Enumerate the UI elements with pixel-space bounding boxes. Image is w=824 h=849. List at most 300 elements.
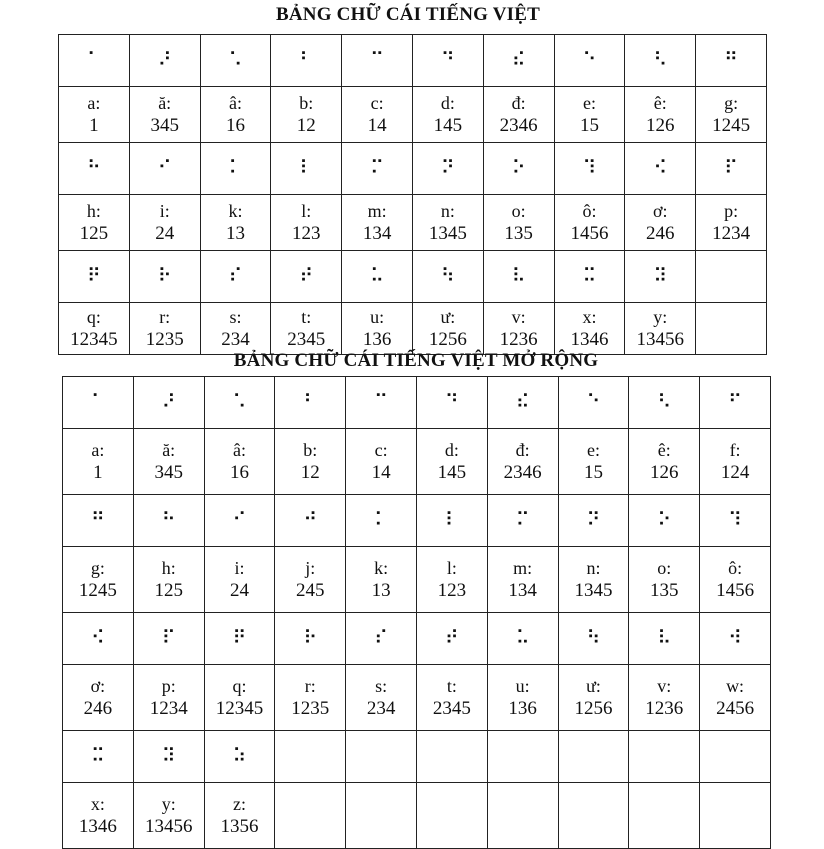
braille-cell <box>275 377 346 429</box>
letter-cell <box>271 195 342 251</box>
dot-code: 14 <box>367 114 387 136</box>
braille-cell <box>200 251 271 303</box>
dot-code: 125 <box>79 222 109 244</box>
braille-symbol-row <box>59 143 767 195</box>
braille-cell <box>63 495 134 547</box>
empty-cell <box>558 731 629 783</box>
letter-label: a: <box>91 439 105 460</box>
dot-code: 1236 <box>499 328 538 350</box>
braille-symbol: ⠗ <box>303 626 318 649</box>
letter-cell <box>133 665 204 731</box>
braille-symbol-row <box>59 251 767 303</box>
letter-label: ô: <box>728 557 743 578</box>
letter-cell <box>63 429 134 495</box>
letter-cell <box>629 665 700 731</box>
letter-label: l: <box>301 200 312 221</box>
dot-code: 12345 <box>215 697 264 719</box>
braille-symbol: ⠧ <box>511 264 526 287</box>
letter-label: q: <box>86 306 101 327</box>
letter-label: o: <box>511 200 526 221</box>
braille-symbol: ⠧ <box>657 626 672 649</box>
braille-cell <box>346 495 417 547</box>
letter-cell <box>63 783 134 849</box>
dot-code: 1256 <box>428 328 467 350</box>
letter-cell <box>133 429 204 495</box>
letter-cell <box>412 303 483 355</box>
letter-label: q: <box>232 675 247 696</box>
page-title-basic-alphabet: BẢNG CHỮ CÁI TIẾNG VIỆT <box>276 4 540 25</box>
letter-cell <box>625 195 696 251</box>
letter-code-row <box>63 665 771 731</box>
letter-label: t: <box>446 675 457 696</box>
dot-code: 12 <box>300 461 320 483</box>
letter-cell <box>554 87 625 143</box>
braille-symbol: ⠕ <box>511 156 526 179</box>
letter-cell <box>416 429 487 495</box>
letter-cell <box>629 429 700 495</box>
braille-symbol: ⠛ <box>724 48 739 71</box>
braille-table-extended <box>62 376 771 849</box>
braille-symbol-row <box>63 613 771 665</box>
empty-cell <box>487 731 558 783</box>
braille-symbol: ⠇ <box>444 508 459 531</box>
dot-code: 1345 <box>574 579 613 601</box>
letter-cell <box>483 303 554 355</box>
letter-label: n: <box>440 200 455 221</box>
braille-cell <box>412 251 483 303</box>
braille-symbol: ⠮ <box>511 48 526 71</box>
empty-cell <box>696 303 767 355</box>
dot-code: 24 <box>229 579 249 601</box>
braille-symbol: ⠁ <box>90 390 105 413</box>
dot-code: 126 <box>650 461 679 483</box>
braille-symbol: ⠊ <box>157 156 172 179</box>
braille-cell <box>625 35 696 87</box>
letter-cell <box>346 547 417 613</box>
letter-label: m: <box>513 557 533 578</box>
braille-cell <box>63 731 134 783</box>
letter-code-row <box>59 87 767 143</box>
letter-label: u: <box>370 306 385 327</box>
braille-symbol: ⠋ <box>728 390 743 413</box>
braille-cell <box>271 251 342 303</box>
letter-cell <box>487 547 558 613</box>
letter-label: d: <box>440 92 455 113</box>
letter-label: e: <box>582 92 596 113</box>
letter-cell <box>700 665 771 731</box>
dot-code: 1 <box>93 461 103 483</box>
braille-symbol: ⠭ <box>90 744 105 767</box>
dot-code: 1456 <box>716 579 755 601</box>
letter-cell <box>63 665 134 731</box>
braille-cell <box>416 377 487 429</box>
braille-cell <box>133 495 204 547</box>
letter-label: â: <box>232 439 246 460</box>
braille-symbol: ⠪ <box>90 626 105 649</box>
letter-code-row <box>59 195 767 251</box>
braille-cell <box>129 35 200 87</box>
letter-cell <box>133 783 204 849</box>
braille-cell <box>200 35 271 87</box>
letter-code-row <box>63 429 771 495</box>
dot-code: 1234 <box>149 697 188 719</box>
letter-cell <box>129 195 200 251</box>
braille-cell <box>416 495 487 547</box>
braille-symbol: ⠊ <box>232 508 247 531</box>
braille-cell <box>625 143 696 195</box>
braille-symbol: ⠕ <box>657 508 672 531</box>
braille-cell <box>204 731 275 783</box>
braille-cell <box>625 251 696 303</box>
braille-symbol: ⠡ <box>232 390 247 413</box>
letter-label: c: <box>374 439 388 460</box>
dot-code: 125 <box>154 579 183 601</box>
braille-cell <box>129 143 200 195</box>
dot-code: 16 <box>225 114 245 136</box>
letter-label: â: <box>228 92 242 113</box>
braille-cell <box>342 143 413 195</box>
dot-code: 345 <box>150 114 179 136</box>
braille-symbol: ⠏ <box>724 156 739 179</box>
letter-label: g: <box>724 92 739 113</box>
letter-cell <box>200 303 271 355</box>
dot-code: 15 <box>583 461 603 483</box>
letter-label: w: <box>726 675 745 696</box>
dot-code: 12345 <box>70 328 118 350</box>
braille-symbol: ⠎ <box>374 626 389 649</box>
letter-label: ô: <box>582 200 597 221</box>
dot-code: 14 <box>371 461 391 483</box>
braille-cell <box>554 143 625 195</box>
letter-label: x: <box>90 793 105 814</box>
letter-label: l: <box>446 557 457 578</box>
dot-code: 1345 <box>428 222 467 244</box>
dot-code: 13 <box>371 579 391 601</box>
page-title-extended-alphabet: BẢNG CHỮ CÁI TIẾNG VIỆT MỞ RỘNG <box>233 350 599 371</box>
braille-cell <box>342 251 413 303</box>
empty-cell <box>275 731 346 783</box>
dot-code: 15 <box>579 114 599 136</box>
letter-cell <box>204 547 275 613</box>
braille-symbol: ⠳ <box>440 264 455 287</box>
letter-cell <box>59 87 130 143</box>
braille-symbol: ⠮ <box>515 390 530 413</box>
braille-symbol: ⠏ <box>161 626 176 649</box>
letter-label: p: <box>161 675 176 696</box>
braille-cell <box>696 35 767 87</box>
dot-code: 245 <box>296 579 325 601</box>
dot-code: 12 <box>296 114 316 136</box>
braille-symbol: ⠞ <box>299 264 314 287</box>
letter-label: r: <box>304 675 316 696</box>
letter-label: e: <box>586 439 600 460</box>
letter-cell <box>696 195 767 251</box>
letter-cell <box>204 783 275 849</box>
letter-label: j: <box>305 557 316 578</box>
braille-symbol: ⠺ <box>728 626 743 649</box>
braille-symbol: ⠟ <box>86 264 101 287</box>
dot-code: 1245 <box>712 114 751 136</box>
braille-cell <box>696 143 767 195</box>
braille-symbol: ⠉ <box>374 390 389 413</box>
letter-cell <box>629 547 700 613</box>
braille-symbol: ⠛ <box>90 508 105 531</box>
dot-code: 13456 <box>636 328 685 350</box>
letter-cell <box>59 303 130 355</box>
braille-symbol: ⠍ <box>370 156 385 179</box>
dot-code: 2456 <box>716 697 755 719</box>
letter-cell <box>558 429 629 495</box>
braille-cell <box>59 35 130 87</box>
braille-symbol: ⠝ <box>440 156 455 179</box>
braille-cell <box>412 35 483 87</box>
braille-cell <box>700 377 771 429</box>
braille-cell <box>416 613 487 665</box>
letter-cell <box>487 665 558 731</box>
braille-symbol: ⠡ <box>228 48 243 71</box>
letter-cell <box>554 195 625 251</box>
braille-cell <box>558 377 629 429</box>
dot-code: 134 <box>508 579 537 601</box>
braille-table-basic <box>58 34 767 355</box>
braille-cell <box>133 377 204 429</box>
braille-symbol: ⠑ <box>582 48 597 71</box>
dot-code: 13456 <box>144 815 193 837</box>
dot-code: 145 <box>437 461 467 483</box>
braille-cell <box>554 251 625 303</box>
letter-code-row <box>59 303 767 355</box>
dot-code: 1235 <box>291 697 330 719</box>
dot-code: 2345 <box>287 328 326 350</box>
dot-code: 246 <box>83 697 113 719</box>
dot-code: 134 <box>362 222 392 244</box>
braille-symbol: ⠅ <box>228 156 243 179</box>
letter-cell <box>558 665 629 731</box>
braille-symbol: ⠍ <box>515 508 530 531</box>
braille-cell <box>629 377 700 429</box>
letter-label: z: <box>232 793 246 814</box>
dot-code: 1234 <box>712 222 751 244</box>
empty-cell <box>487 783 558 849</box>
letter-cell <box>271 303 342 355</box>
braille-symbol: ⠇ <box>299 156 314 179</box>
dot-code: 345 <box>154 461 183 483</box>
braille-symbol-row <box>63 495 771 547</box>
dot-code: 1456 <box>570 222 609 244</box>
braille-cell <box>271 143 342 195</box>
letter-label: ă: <box>158 92 172 113</box>
braille-symbol: ⠉ <box>370 48 385 71</box>
braille-cell <box>271 35 342 87</box>
braille-symbol: ⠟ <box>232 626 247 649</box>
braille-symbol: ⠜ <box>161 390 176 413</box>
dot-code: 24 <box>155 222 175 244</box>
dot-code: 1235 <box>145 328 184 350</box>
dot-code: 2345 <box>432 697 471 719</box>
letter-cell <box>558 547 629 613</box>
braille-cell <box>63 377 134 429</box>
letter-label: ư: <box>586 675 601 696</box>
braille-cell <box>558 495 629 547</box>
letter-label: ê: <box>653 92 667 113</box>
braille-cell <box>487 613 558 665</box>
letter-cell <box>63 547 134 613</box>
braille-cell <box>700 613 771 665</box>
letter-label: u: <box>515 675 530 696</box>
braille-symbol: ⠃ <box>299 48 314 71</box>
braille-cell <box>63 613 134 665</box>
braille-symbol: ⠣ <box>657 390 672 413</box>
braille-symbol: ⠞ <box>444 626 459 649</box>
braille-symbol: ⠹ <box>582 156 597 179</box>
braille-symbol: ⠃ <box>303 390 318 413</box>
letter-label: h: <box>161 557 176 578</box>
braille-cell <box>204 613 275 665</box>
braille-cell <box>204 495 275 547</box>
letter-label: i: <box>234 557 245 578</box>
letter-cell <box>554 303 625 355</box>
dot-code: 135 <box>504 222 533 244</box>
dot-code: 1356 <box>220 815 259 837</box>
braille-cell <box>554 35 625 87</box>
braille-symbol: ⠎ <box>228 264 243 287</box>
letter-cell <box>342 303 413 355</box>
dot-code: 246 <box>646 222 675 244</box>
letter-cell <box>275 429 346 495</box>
letter-label: a: <box>87 92 101 113</box>
braille-symbol: ⠥ <box>370 264 385 287</box>
braille-cell <box>487 495 558 547</box>
letter-label: ơ: <box>653 200 668 221</box>
letter-cell <box>129 303 200 355</box>
letter-label: m: <box>367 200 387 221</box>
braille-symbol: ⠪ <box>653 156 668 179</box>
dot-code: 123 <box>292 222 321 244</box>
dot-code: 234 <box>221 328 250 350</box>
letter-label: ă: <box>162 439 176 460</box>
braille-cell <box>200 143 271 195</box>
letter-label: ư: <box>440 306 456 327</box>
braille-cell <box>483 143 554 195</box>
dot-code: 136 <box>508 697 537 719</box>
braille-cell <box>133 731 204 783</box>
empty-cell <box>416 731 487 783</box>
dot-code: 234 <box>366 697 396 719</box>
braille-symbol: ⠽ <box>161 744 176 767</box>
braille-symbol: ⠳ <box>586 626 601 649</box>
dot-code: 1346 <box>570 328 609 350</box>
empty-cell <box>700 783 771 849</box>
braille-symbol: ⠜ <box>157 48 172 71</box>
letter-label: đ: <box>515 439 530 460</box>
letter-label: y: <box>161 793 176 814</box>
braille-symbol: ⠓ <box>161 508 176 531</box>
dot-code: 123 <box>437 579 467 601</box>
empty-cell <box>629 731 700 783</box>
dot-code: 2346 <box>499 114 538 136</box>
letter-label: v: <box>511 306 526 327</box>
letter-cell <box>271 87 342 143</box>
letter-label: v: <box>657 675 672 696</box>
letter-label: đ: <box>511 92 526 113</box>
letter-cell <box>412 195 483 251</box>
letter-cell <box>133 547 204 613</box>
letter-cell <box>700 547 771 613</box>
letter-cell <box>59 195 130 251</box>
letter-cell <box>483 87 554 143</box>
braille-cell <box>342 35 413 87</box>
letter-label: d: <box>444 439 459 460</box>
letter-label: ê: <box>657 439 671 460</box>
braille-cell <box>204 377 275 429</box>
letter-cell <box>625 303 696 355</box>
letter-label: t: <box>301 306 312 327</box>
braille-cell <box>275 613 346 665</box>
letter-label: r: <box>159 306 171 327</box>
dot-code: 1 <box>89 114 99 136</box>
dot-code: 13 <box>225 222 245 244</box>
empty-cell <box>346 783 417 849</box>
letter-label: ơ: <box>90 675 106 696</box>
letter-label: i: <box>159 200 170 221</box>
letter-cell <box>483 195 554 251</box>
letter-cell <box>625 87 696 143</box>
letter-label: s: <box>229 306 242 327</box>
empty-cell <box>346 731 417 783</box>
empty-cell <box>275 783 346 849</box>
letter-cell <box>346 429 417 495</box>
braille-cell <box>275 495 346 547</box>
braille-symbol: ⠙ <box>440 48 455 71</box>
braille-cell <box>558 613 629 665</box>
braille-symbol: ⠅ <box>374 508 389 531</box>
letter-cell <box>696 87 767 143</box>
letter-label: k: <box>374 557 389 578</box>
braille-cell <box>59 143 130 195</box>
letter-label: h: <box>86 200 101 221</box>
letter-label: f: <box>729 439 741 460</box>
letter-cell <box>487 429 558 495</box>
letter-cell <box>200 195 271 251</box>
braille-cell <box>129 251 200 303</box>
letter-cell <box>346 665 417 731</box>
braille-symbol: ⠭ <box>582 264 597 287</box>
letter-cell <box>416 665 487 731</box>
dot-code: 1346 <box>78 815 117 837</box>
letter-code-row <box>63 783 771 849</box>
braille-cell <box>483 35 554 87</box>
braille-cell <box>629 613 700 665</box>
dot-code: 1256 <box>574 697 613 719</box>
braille-symbol: ⠹ <box>728 508 743 531</box>
braille-symbol: ⠝ <box>586 508 601 531</box>
braille-cell <box>412 143 483 195</box>
braille-symbol: ⠁ <box>86 48 101 71</box>
empty-cell <box>558 783 629 849</box>
dot-code: 126 <box>646 114 675 136</box>
letter-cell <box>412 87 483 143</box>
letter-cell <box>275 665 346 731</box>
empty-cell <box>696 251 767 303</box>
braille-symbol-row <box>63 377 771 429</box>
empty-cell <box>629 783 700 849</box>
letter-label: c: <box>370 92 384 113</box>
letter-label: b: <box>303 439 318 460</box>
braille-symbol: ⠥ <box>515 626 530 649</box>
letter-label: p: <box>724 200 739 221</box>
braille-symbol: ⠽ <box>653 264 668 287</box>
braille-cell <box>346 377 417 429</box>
